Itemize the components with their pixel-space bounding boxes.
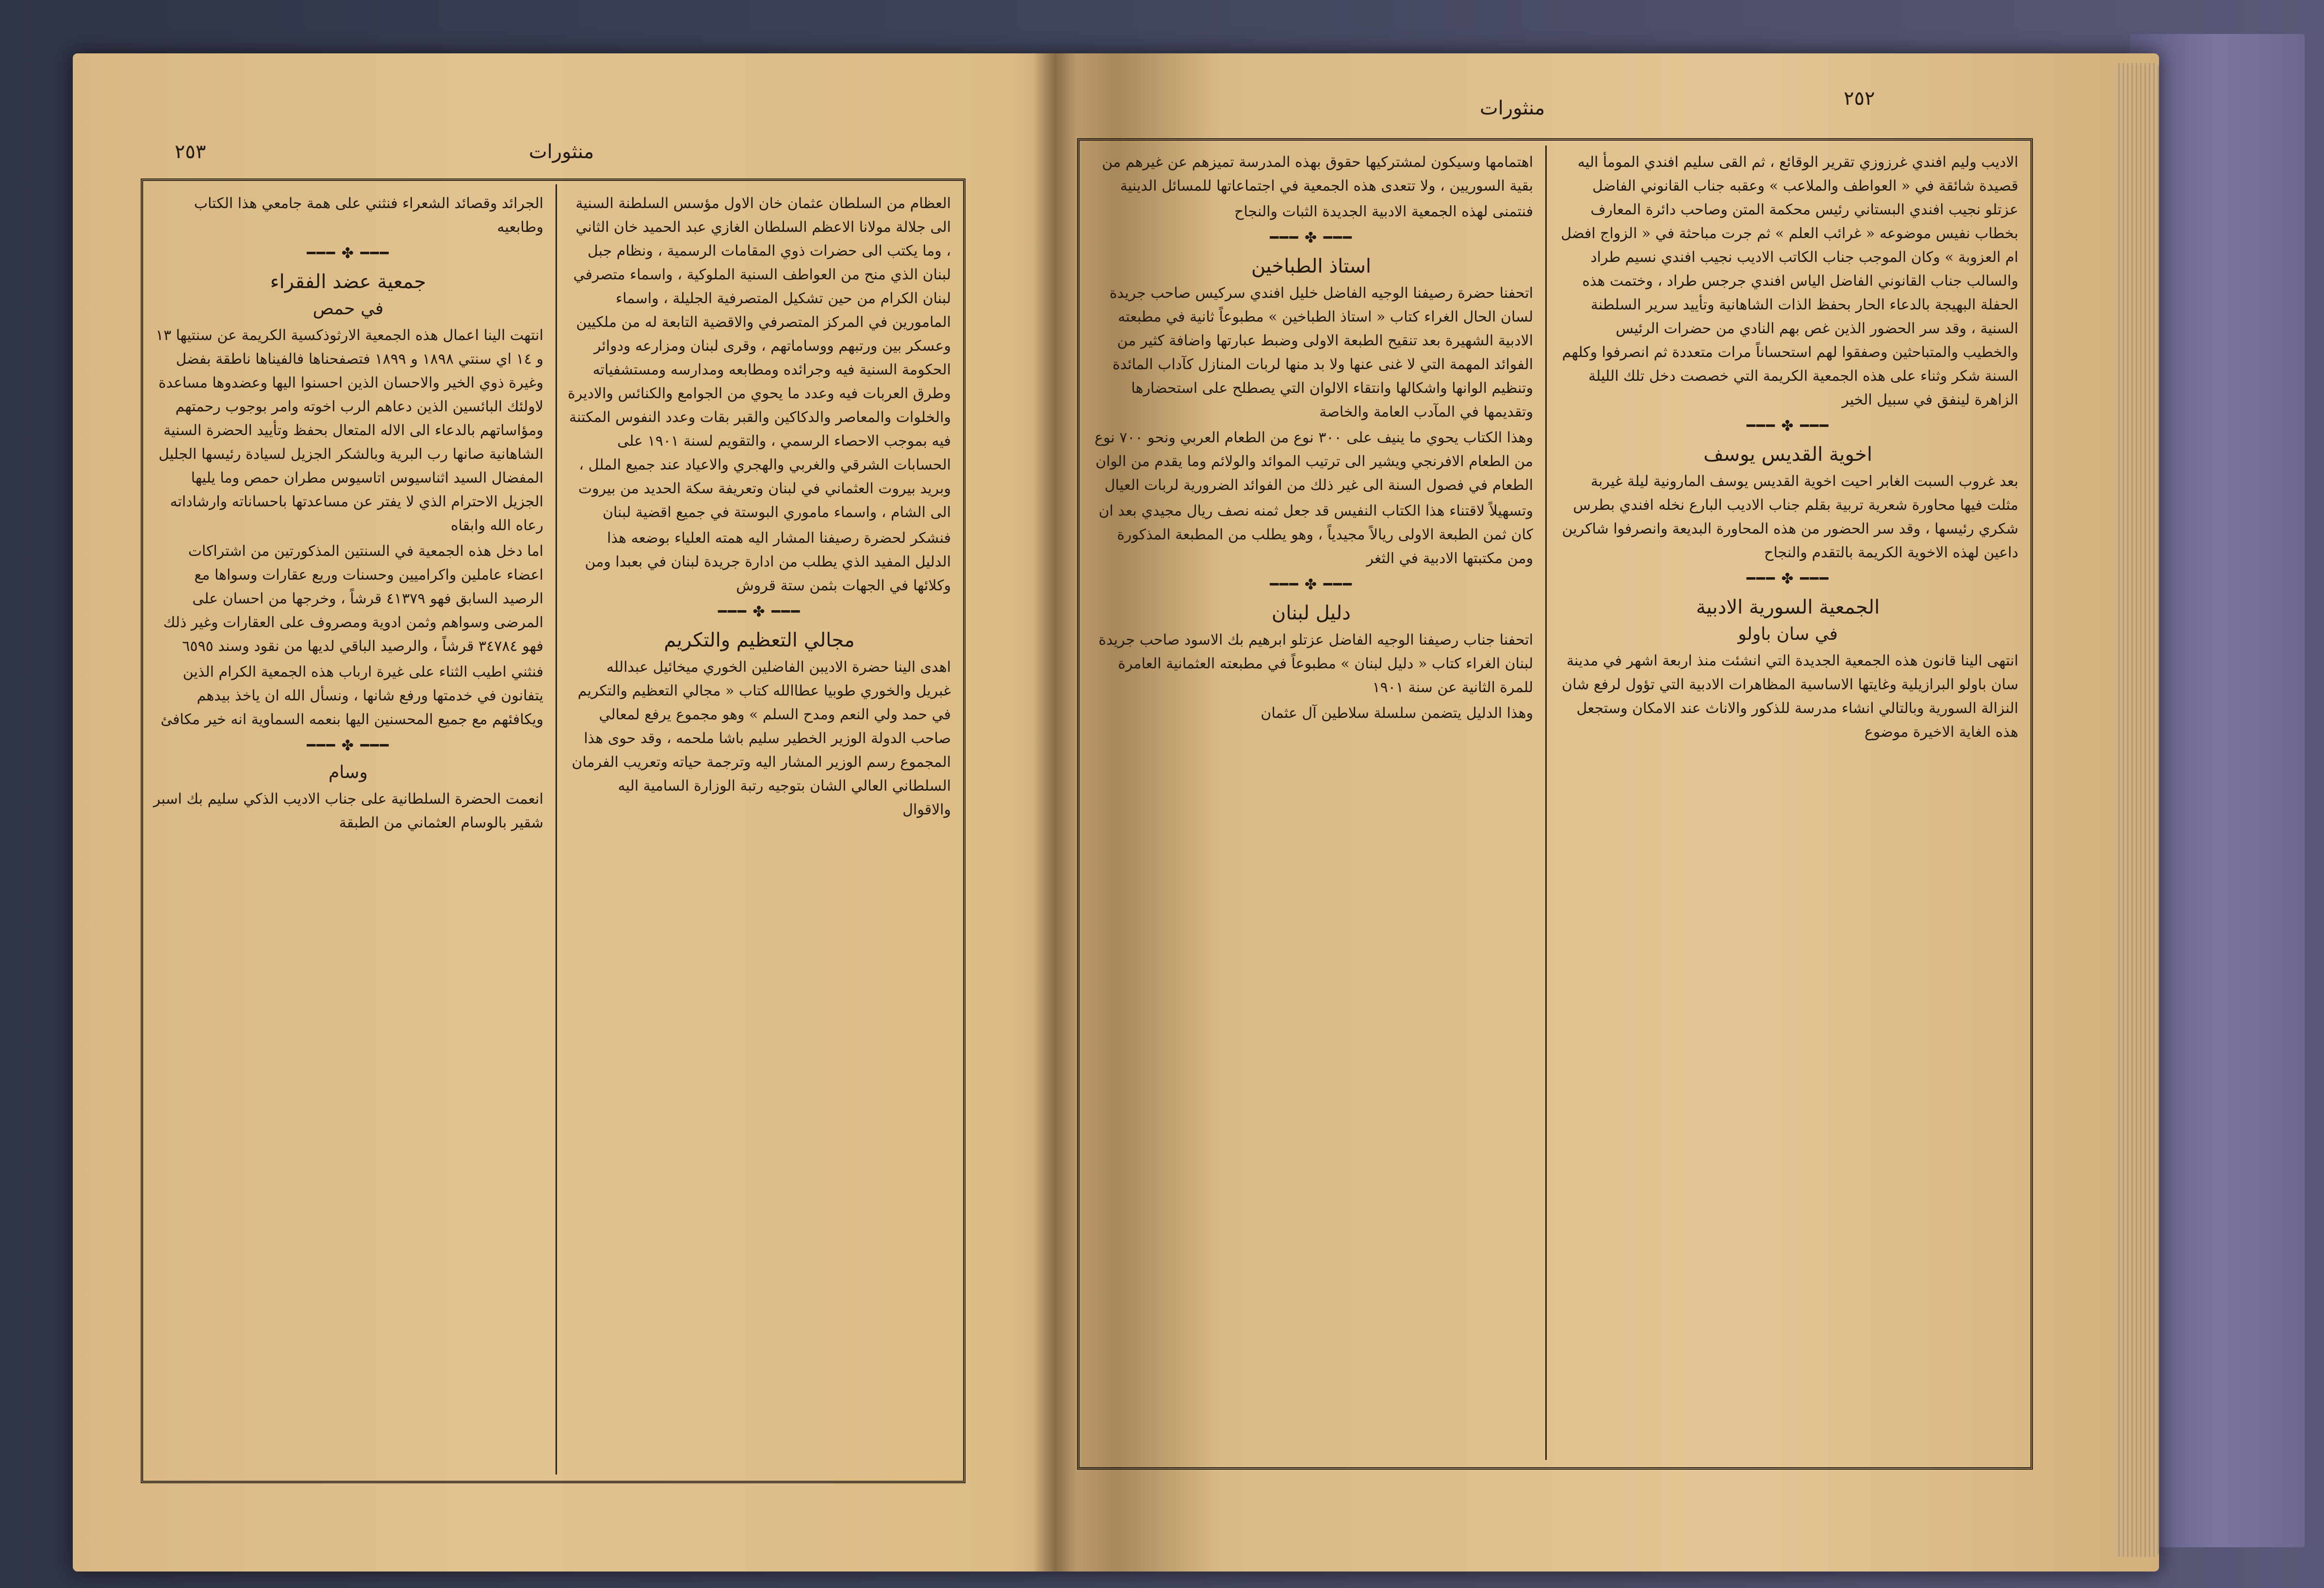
- paragraph: بعد غروب السبت الغابر احيت اخوية القديس يوسف المارونية ليلة غيربة مثلت فيها محاورة شعرية تربية بقلم جناب الاديب البارع نخله افندي بطرس شكري رئيسها ، وقد سر الحضور من هذه المحاورة البديعة وانصرفوا شاكرين داعين لهذه الاخوية الكريمة بالتقدم والنجاح: [1562, 473, 2018, 561]
- paragraph: انتهت الينا اعمال هذه الجمعية الارثوذكسية الكريمة عن سنتيها ١٣ و ١٤ اي سنتي ١٨٩٨ و ١٨٩٩ فتصفحناها فالفيناها ناطقة بفضل وغيرة ذوي الخير والاحسان الذين احسنوا اليها وعضدوها مساعدة لاولئك البائسين الذين دعاهم الرب اخوته وامر بوجوب رحمتهم ومؤاساتهم بالدعاء الى الاله المتعال بحفظ وتأييد الحضرة السنية الشاهانية صانها رب البرية وبالشكر الجزيل لسيادة رئيسها الجليل المفضال السيد اثناسيوس اتاسيوس مطران حمص وما يليها الجزيل الاحترام الذي لا يفتر عن مساعدتها باحساناته وارشاداته رعاه الله وابقاه: [155, 327, 543, 534]
- ornament-divider: ━━━ ✤ ━━━: [307, 737, 390, 754]
- paragraph: اهتمامها وسيكون لمشتركيها حقوق بهذه المدرسة تميزهم عن غيرهم من بقية السوريين ، ولا تتعدى هذه الجمعية في اجتماعاتها للمسائل الدينية: [1102, 154, 1533, 194]
- left-page-col-left: [153, 192, 543, 1467]
- section-subheading: في سان باولو: [1738, 624, 1838, 644]
- section-heading: جمعية عضد الفقراء: [270, 271, 426, 293]
- ornament-divider: ━━━ ✤ ━━━: [307, 245, 390, 262]
- right-column-rule: [1545, 146, 1547, 1460]
- paragraph: الاديب وليم افندي غرزوزي تقرير الوقائع ، ثم القى سليم افندي المومأ اليه قصيدة شائقة في « العواطف والملاعب » وعقبه جناب القانوني الفاضل عزتلو نجيب افندي البستاني رئيس محكمة المتن وصاحب دائرة المعارف بخطاب نفيس موضوعه « غرائب العلم » ثم جرت مباحثة في « الزواج افضل ام العزوبة » وكان الموجب جناب الكاتب الاديب نجيب افندي نسيم طراد والسالب جناب القانوني الفاضل الياس افندي جرجس طراد ، وختمت هذه الحفلة البهيجة بالدعاء الحار بحفظ الذات الشاهانية وتأييد سرير السلطنة السنية ، وقد سر الحضور الذين غص بهم النادي من حضرات الرئيس والخطيب والمتباحثين وصفقوا لهم استحساناً مرات متعددة ثم انصرفوا وكلهم السنة شكر وثناء على هذه الجمعية الكريمة التي خصصت دخل تلك الليلة الزاهرة لينفق في سبيل الخير: [1561, 154, 2018, 408]
- left-page-number: ٢٥٣: [175, 141, 206, 163]
- ornament-divider: ━━━ ✤ ━━━: [1270, 576, 1353, 593]
- paragraph: اهدى الينا حضرة الاديبن الفاضلين الخوري ميخائيل عبدالله غبريل والخوري طوبيا عطاالله كتاب « مجالي التعظيم والتكريم في حمد ولي النعم ومدح السلم » وهو مجموع يرفع لمعالي صاحب الدولة الوزير الخطير سليم باشا ملحمه ، وقد حوى هذا المجموع رسم الوزير المشار اليه وترجمة حياته وتعريب الفرمان السلطاني العالي الشان بتوجيه رتبة الوزارة السامية اليه والاقوال: [572, 659, 951, 818]
- paragraph: العظام من السلطان عثمان خان الاول مؤسس السلطنة السنية الى جلالة مولانا الاعظم السلطان الغازي عبد الحميد خان الثاني ، وما يكتب الى حضرات ذوي المقامات الرسمية ، ونظام جبل لبنان الذي منح من العواطف السنية الملوكية ، واسماء متصرفي لبنان الكرام من حين تشكيل المتصرفية الجليلة ، واسماء المامورين في المركز المتصرفي والاقضية التابعة له من ملكيين وعسكر بين ورتبهم ووساماتهم ، وقرى لبنان ومزارعه ودوائر الحكومة السنية فيه وجرائده ومطابعه ومدارسه ومستشفياته وطرق العربات فيه وعدد ما يحوي من الجوامع والكنائس والاديرة والخلوات والمعاصر والدكاكين والقبر بقات وعدد النفوس المكتنة فيه بموجب الاحصاء الرسمي ، والتقويم لسنة ١٩٠١ على الحسابات الشرقي والغربي والهجري والاعياد عند جميع الملل ، وبريد بيروت العثماني في لبنان وتعريفة سكة الحديد من بيروت الى الشام ، واسماء ماموري البوستة في جميع اقضية لبنان: [568, 195, 951, 521]
- ornament-divider: ━━━ ✤ ━━━: [1746, 418, 1830, 435]
- paragraph: اتحفنا جناب رصيفنا الوجيه الفاضل عزتلو ابرهيم بك الاسود صاحب جريدة لبنان الغراء كتاب « دليل لبنان » مطبوعاً في مطبعته العثمانية العامرة للمرة الثانية عن سنة ١٩٠١: [1098, 632, 1533, 696]
- right-page-col-right: [1557, 150, 2018, 1460]
- ornament-divider: ━━━ ✤ ━━━: [718, 603, 801, 620]
- book-gutter: [1033, 53, 1077, 1572]
- right-page-number: ٢٥٢: [1844, 87, 1875, 110]
- paragraph: اتحفنا حضرة رصيفنا الوجيه الفاضل خليل افندي سركيس صاحب جريدة لسان الحال الغراء كتاب « استاذ الطباخين » مطبوعاً ثانية في مطبعته الادبية الشهيرة بعد تنقيح الطبعة الاولى وضبط عبارتها واضافة كثير من الفوائد المهمة التي لا غنى عنها ولا بد منها لربات المنازل كآداب المائدة وتنظيم الوانها واشكالها وانتقاء الالوان التي يصطلح على استحضارها وتقديمها في المآدب العامة والخاصة: [1109, 285, 1533, 421]
- ornament-divider: ━━━ ✤ ━━━: [1746, 570, 1830, 587]
- ornament-divider: ━━━ ✤ ━━━: [1270, 229, 1353, 246]
- left-page-col-right: [568, 192, 951, 1467]
- section-subheading: وسام: [328, 762, 368, 782]
- paragraph: فنثني اطيب الثناء على غيرة ارباب هذه الجمعية الكرام الذين يتفانون في خدمتها ورفع شانها ، ونسأل الله ان ياخذ بيدهم ويكافئهم مع جميع المحسنين اليها بنعمه السماوية انه خير مكافئ: [161, 664, 543, 728]
- paragraph: انعمت الحضرة السلطانية على جناب الاديب الذكي سليم بك اسبر شقير بالوسام العثماني من الطبقة: [153, 791, 543, 831]
- paragraph: وتسهيلاً لاقتناء هذا الكتاب النفيس قد جعل ثمنه نصف ريال مجيدي بعد ان كان ثمن الطبعة الاولى ريالاً مجيدياً ، وهو يطلب من المطبعة المذكورة ومن مكتبتها الادبية في الثغر: [1098, 502, 1533, 567]
- section-heading: اخوية القديس يوسف: [1703, 443, 1872, 466]
- paragraph: اما دخل هذه الجمعية في السنتين المذكورتين من اشتراكات اعضاء عاملين واكراميين وحسنات وريع عقارات وسواها مع الرصيد السابق فهو ٤١٣٧٩ قرشاً ، وخرجها من احسان على المرضى وسواهم وثمن ادوية ومصروف على العقارات وغير ذلك فهو ٣٤٧٨٤ قرشاً ، والرصيد الباقي لديها من نقود وسند ٦٥٩٥: [163, 543, 543, 655]
- paragraph: انتهى الينا قانون هذه الجمعية الجديدة التي انشئت منذ اربعة اشهر في مدينة سان باولو البرازيلية وغايتها الاساسية المظاهرات الادبية التي تؤول لرفع شان النزالة السورية وبالتالي انشاء مدرسة للذكور والاناث عند الامكان وستجعل هذه الغاية الاخيرة موضوع: [1561, 652, 2018, 741]
- section-heading: مجالي التعظيم والتكريم: [664, 629, 855, 651]
- page-edges: [2115, 63, 2159, 1557]
- right-page-col-left: [1089, 150, 1533, 1460]
- paragraph: فنتمنى لهذه الجمعية الادبية الجديدة الثبات والنجاح: [1234, 203, 1533, 220]
- left-running-header: منثورات: [529, 141, 594, 163]
- paragraph: وهذا الكتاب يحوي ما ينيف على ٣٠٠ نوع من الطعام العربي ونحو ٧٠٠ نوع من الطعام الافرنجي ويشير الى ترتيب الموائد والولائم وما يقدم من الوان الطعام في فصول السنة الى غير ذلك من الفوائد الضرورية لربات العيال: [1094, 429, 1533, 494]
- paragraph: الجرائد وقصائد الشعراء فنثني على همة جامعي هذا الكتاب وطابعيه: [194, 195, 543, 236]
- section-heading: استاذ الطباخين: [1251, 255, 1372, 277]
- section-heading: دليل لبنان: [1272, 602, 1351, 624]
- section-heading: الجمعية السورية الادبية: [1696, 596, 1880, 618]
- left-column-rule: [556, 184, 557, 1475]
- right-running-header: منثورات: [1480, 97, 1545, 119]
- paragraph: فنشكر لحضرة رصيفنا المشار اليه همته العلياء بوضعه هذا الدليل المفيد الذي يطلب من ادارة جريدة لبنان في بعبدا ومن وكلائها في الجهات بثمن ستة قروش: [585, 530, 951, 594]
- section-subheading: في حمص: [312, 299, 384, 319]
- paragraph: وهذا الدليل يتضمن سلسلة سلاطين آل عثمان: [1260, 705, 1533, 722]
